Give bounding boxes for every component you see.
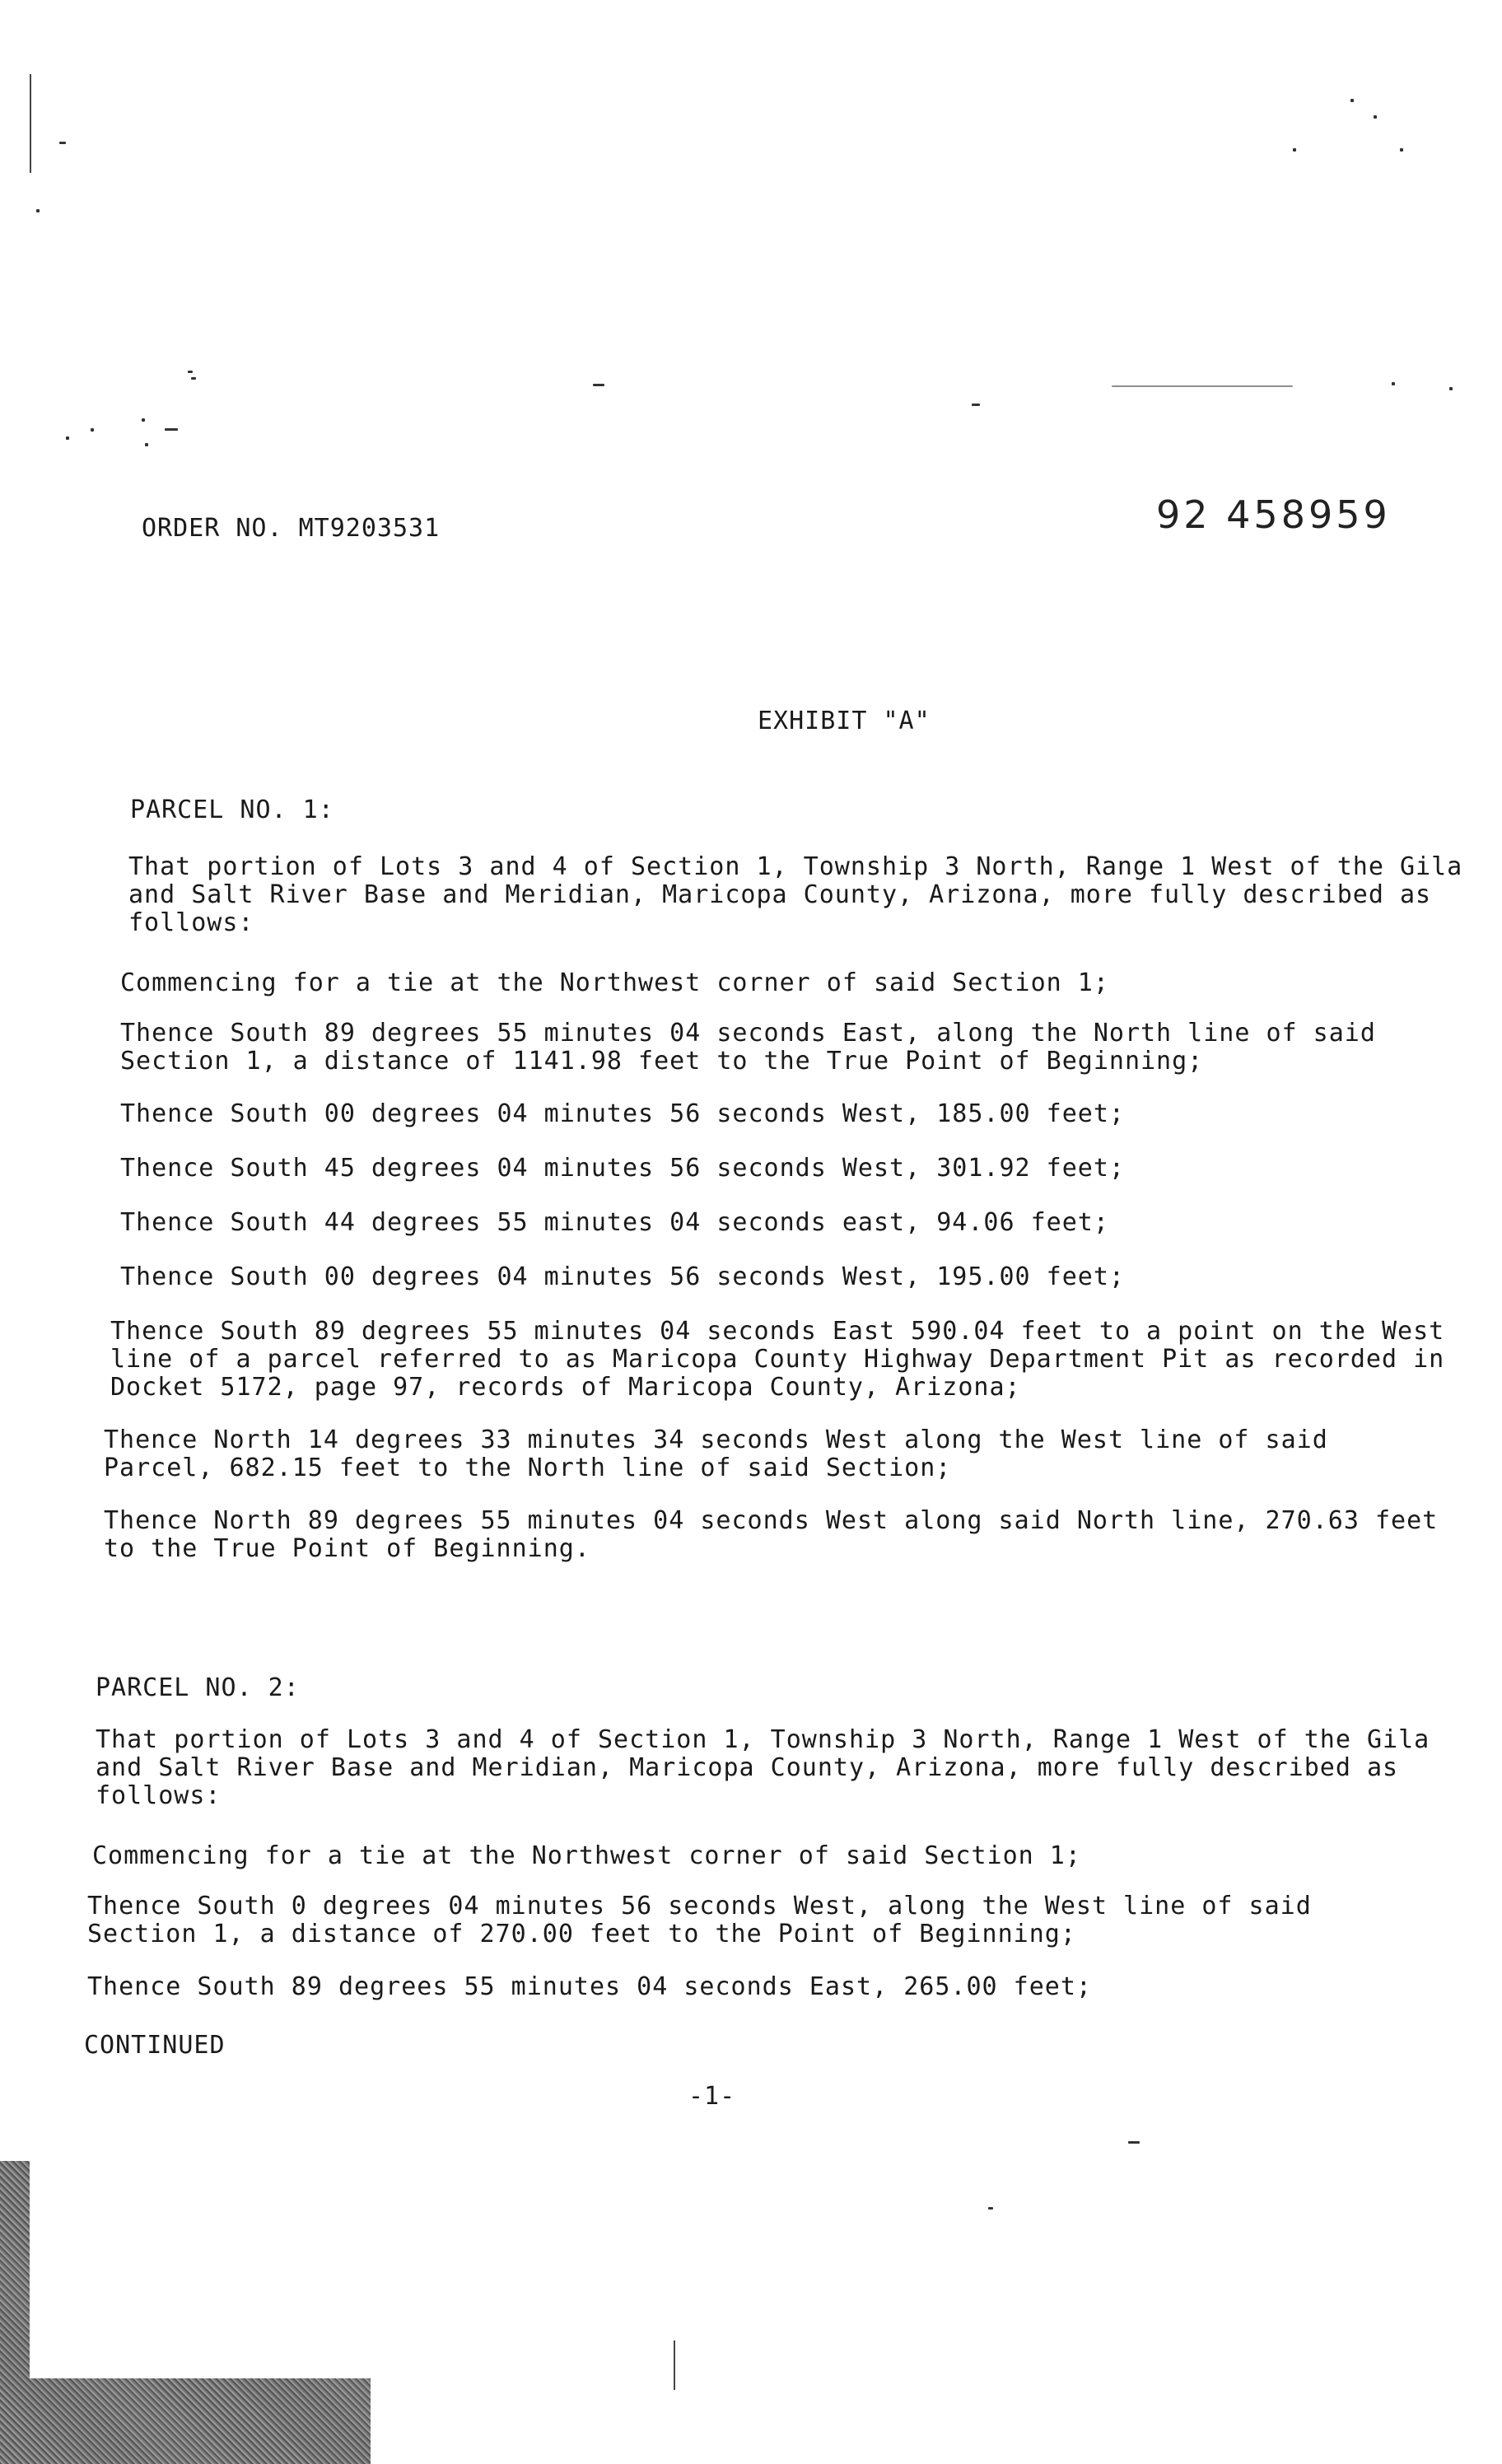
parcel-1-intro <box>128 853 1462 937</box>
parcel-2-intro-line: and Salt River Base and Meridian, Maricopa County, Arizona, more fully described as <box>96 1753 1399 1782</box>
course-line: Parcel, 682.15 feet to the North line of said Section; <box>104 1454 952 1482</box>
course-line: Thence South 0 degrees 04 minutes 56 seconds West, along the West line of said <box>87 1892 1312 1920</box>
course-line: Section 1, a distance of 270.00 feet to the Point of Beginning; <box>87 1920 1076 1948</box>
exhibit-title: EXHIBIT "A" <box>758 707 931 735</box>
continued-label: CONTINUED <box>84 2031 226 2060</box>
parcel-1-course <box>120 1020 1376 1076</box>
parcel-2-heading: PARCEL NO. 2: <box>96 1673 300 1702</box>
course-line: Thence South 89 degrees 55 minutes 04 seconds East 590.04 feet to a point on the West <box>110 1317 1445 1346</box>
course-line: Thence South 45 degrees 04 minutes 56 seconds West, 301.92 feet; <box>120 1154 1125 1183</box>
course-line: Thence South 89 degrees 55 minutes 04 seconds East, along the North line of said <box>120 1019 1376 1048</box>
course-line: Section 1, a distance of 1141.98 feet to the True Point of Beginning; <box>120 1047 1204 1076</box>
parcel-1-course <box>104 1426 1328 1482</box>
course-line: Thence North 14 degrees 33 minutes 34 seconds West along the West line of said <box>104 1426 1328 1454</box>
parcel-1-course <box>120 1263 1125 1291</box>
parcel-1-intro-line: and Salt River Base and Meridian, Maricopa County, Arizona, more fully described as <box>128 880 1432 909</box>
parcel-1-course <box>120 1155 1125 1183</box>
parcel-1-commencing: Commencing for a tie at the Northwest corner of said Section 1; <box>120 968 1109 997</box>
parcel-2-intro-line: follows: <box>96 1781 222 1810</box>
parcel-1-intro-line: That portion of Lots 3 and 4 of Section 1, Township 3 North, Range 1 West of the Gila <box>128 852 1463 881</box>
course-line: Thence South 89 degrees 55 minutes 04 seconds East, 265.00 feet; <box>87 1972 1092 2001</box>
course-line: to the True Point of Beginning. <box>104 1534 590 1563</box>
course-line: Thence North 89 degrees 55 minutes 04 seconds West along said North line, 270.63 feet <box>104 1506 1439 1535</box>
parcel-2-intro <box>96 1726 1430 1810</box>
parcel-1-course <box>120 1100 1125 1128</box>
parcel-2-commencing: Commencing for a tie at the Northwest corner of said Section 1; <box>92 1841 1081 1870</box>
course-line: Thence South 00 degrees 04 minutes 56 seconds West, 185.00 feet; <box>120 1099 1125 1128</box>
course-line: Docket 5172, page 97, records of Maricopa County, Arizona; <box>110 1373 1021 1402</box>
document-number: 92 458959 <box>1156 492 1391 537</box>
parcel-1-intro-line: follows: <box>128 908 254 937</box>
parcel-1-course <box>110 1318 1444 1402</box>
parcel-1-course <box>104 1507 1438 1563</box>
order-number: ORDER NO. MT9203531 <box>142 514 441 543</box>
parcel-2-course <box>87 1973 1092 2001</box>
parcel-2-course <box>87 1892 1312 1948</box>
parcel-1-course <box>120 1209 1109 1237</box>
page-number: -1- <box>688 2082 736 2111</box>
parcel-1-heading: PARCEL NO. 1: <box>130 796 334 824</box>
course-line: Thence South 44 degrees 55 minutes 04 seconds east, 94.06 feet; <box>120 1208 1109 1237</box>
course-line: Thence South 00 degrees 04 minutes 56 seconds West, 195.00 feet; <box>120 1262 1125 1291</box>
parcel-2-intro-line: That portion of Lots 3 and 4 of Section 1, Township 3 North, Range 1 West of the Gila <box>96 1725 1430 1754</box>
course-line: line of a parcel referred to as Maricopa County Highway Department Pit as recorded in <box>110 1345 1445 1374</box>
